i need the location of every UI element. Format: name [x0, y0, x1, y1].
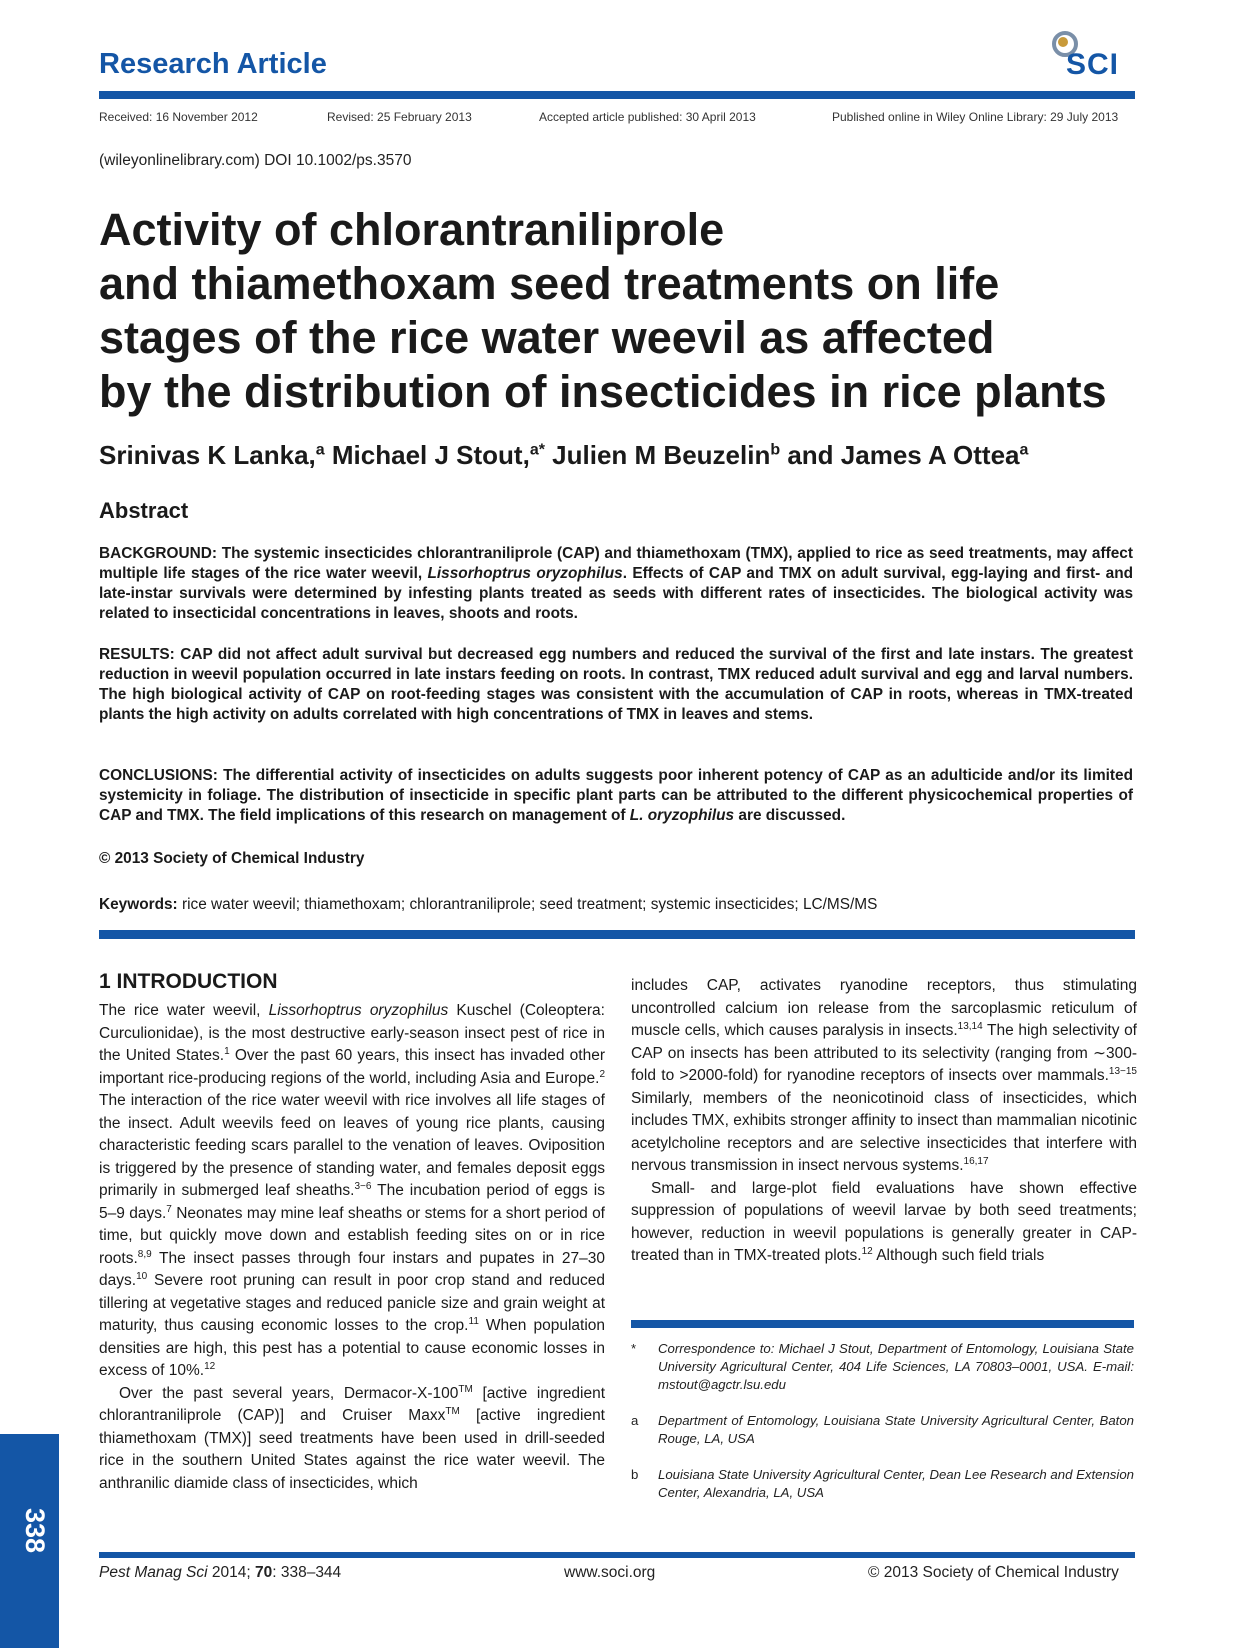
text: The interaction of the rice water weevil with rice involves all life stages of the insect. Adult weevils feed on leaves of young rice plants, causing characteristic feeding scars parallel to the venation of leaves. Oviposition is triggered by the presence of standing water, and females deposit eggs primarily in submerged leaf sheaths.: [99, 1092, 605, 1199]
abstract-text: BACKGROUND: The systemic insecticides chlorantraniliprole (CAP) and thiamethoxam (TMX), applied to rice as seed treatments, may affect multiple life stages of the rice water weevil,: [99, 545, 1133, 582]
doi-line: (wileyonlinelibrary.com) DOI 10.1002/ps.3570: [99, 152, 412, 169]
footnote-mark: b: [631, 1467, 639, 1482]
paragraph: [631, 975, 1137, 1178]
abstract-rule: [99, 930, 1135, 939]
text: : 338–344: [272, 1564, 342, 1581]
text: includes CAP, activates ryanodine receptors, thus stimulating uncontrolled calcium ion release from the sarcoplasmic reticulum of muscle cells, which causes paralysis in insects.: [631, 977, 1137, 1039]
keywords-label: Keywords:: [99, 896, 178, 913]
citation: 12: [204, 1360, 216, 1372]
section-heading: 1 INTRODUCTION: [99, 970, 278, 993]
abstract-text: CONCLUSIONS: The differential activity of insecticides on adults suggests poor inherent potency of CAP as an adulticide and/or its limited systemicity in foliage. The distribution of insecticide in specific plant parts can be attributed to the different physicochemical properties of CAP and TMX. The field implications of this research on management of: [99, 767, 1133, 824]
text: Severe root pruning can result in poor crop stand and reduced tillering at vegetative stages and reduced panicle size and grain weight at maturity, thus causing economic losses to the crop.: [99, 1272, 605, 1334]
logo-dot-icon: [1058, 37, 1068, 47]
text: Over the past 60 years, this insect has invaded other important rice-producing regions of the world, including Asia and Europe.: [99, 1047, 605, 1087]
text: Small- and large-plot field evaluations have shown effective suppression of populations of weevil larvae by both seed treatments; however, reduction in weevil populations is generally greater in CAP-treated than in TMX-treated plots.: [631, 1179, 1137, 1264]
sci-logo: [1050, 28, 1136, 84]
abstract-copyright: © 2013 Society of Chemical Industry: [99, 850, 365, 867]
footnote-correspondence: [631, 1340, 1134, 1394]
text: Kuschel (Coleoptera: Curculionidae), is the most destructive early-season insect pest of rice in the United States.: [99, 1002, 605, 1064]
title-line: and thiamethoxam seed treatments on life: [99, 258, 1000, 309]
text: [active ingredient chlorantraniliprole (CAP)] and Cruiser Maxx: [99, 1384, 606, 1424]
volume: 70: [254, 1564, 273, 1581]
website-link[interactable]: www.soci.org: [564, 1564, 656, 1581]
title-line: Activity of chlorantraniliprole: [99, 204, 725, 255]
citation: 7: [166, 1203, 172, 1215]
text: The high selectivity of CAP on insects has been attributed to its selectivity (ranging from ∼300-fold to >2000-fold) for ryanodine receptors of insects over mammals.: [631, 1022, 1137, 1084]
header-rule: [99, 91, 1135, 99]
published-date: Published online in Wiley Online Library: 29 July 2013: [832, 110, 1119, 124]
text: The insect passes through four instars and pupates in 27–30 days.: [99, 1249, 605, 1289]
author-affiliation: b: [770, 441, 781, 459]
author-affiliation: a: [315, 441, 325, 459]
paragraph: [99, 1000, 605, 1383]
citation: 8,9: [137, 1248, 152, 1260]
author-affiliation: a: [1019, 441, 1029, 459]
citation: 3−6: [354, 1180, 372, 1192]
text: Similarly, members of the neonicotinoid class of insecticides, which includes TMX, exhibits stronger affinity to insect than mammalian nicotinic acetylcholine receptors and are selective insecticides that interfere with nervous transmission in insect nervous systems.: [631, 1089, 1137, 1174]
right-column: [631, 975, 1137, 1268]
citation: 16,17: [963, 1155, 989, 1167]
revised-date: Revised: 25 February 2013: [327, 110, 472, 124]
citation-line: [99, 1564, 341, 1582]
footnote-rule: [631, 1320, 1134, 1328]
text: [active ingredient thiamethoxam (TMX)] seed treatments have been used in drill-seeded rice in the southern United States against the rice water weevil. The anthranilic diamide class of insecticides, which: [99, 1407, 605, 1492]
trademark: TM: [458, 1383, 473, 1395]
footer-copyright: © 2013 Society of Chemical Industry: [868, 1564, 1119, 1581]
species-name: Lissorhoptrus oryzophilus: [427, 565, 623, 582]
citation: 13,14: [957, 1020, 983, 1032]
footnote-text: Department of Entomology, Louisiana State University Agricultural Center, Baton Rouge, LA, USA: [658, 1413, 1134, 1446]
footnote-affiliation-a: [631, 1412, 1134, 1448]
author-name: Michael J Stout,: [324, 440, 530, 470]
citation: 10: [136, 1270, 148, 1282]
footnote-affiliation-b: [631, 1466, 1134, 1502]
author-affiliation: a*: [529, 441, 545, 459]
keywords-list: rice water weevil; thiamethoxam; chlorantraniliprole; seed treatment; systemic insecticides; LC/MS/MS: [177, 896, 878, 913]
footnote-text: Correspondence to: Michael J Stout, Department of Entomology, Louisiana State University Agricultural Center, 404 Life Sciences, LA 70803–0001, USA. E-mail: mstout@agctr.lsu.edu: [658, 1341, 1134, 1392]
trademark: TM: [445, 1405, 460, 1417]
title-line: by the distribution of insecticides in rice plants: [99, 366, 1107, 417]
section-label: Research Article: [99, 48, 327, 80]
text: When population densities are high, this pest has a potential to cause economic losses in excess of 10%.: [99, 1317, 605, 1379]
journal-name: Pest Manag Sci: [99, 1564, 208, 1581]
text: 2014;: [207, 1564, 255, 1581]
citation: 13−15: [1108, 1065, 1137, 1077]
citation: 11: [468, 1315, 479, 1327]
keywords: [99, 896, 877, 914]
citation: 12: [861, 1245, 873, 1257]
received-date: Received: 16 November 2012: [99, 110, 258, 124]
species-name: L. oryzophilus: [629, 807, 735, 824]
author-name: Julien M Beuzelin: [544, 440, 771, 470]
text: Over the past several years, Dermacor-X-100: [119, 1384, 459, 1402]
footnote-text: Louisiana State University Agricultural Center, Dean Lee Research and Extension Center, Alexandria, LA, USA: [658, 1467, 1134, 1500]
author-name: and James A Ottea: [780, 440, 1020, 470]
abstract-background: [99, 544, 1133, 624]
accepted-date: Accepted article published: 30 April 2013: [539, 110, 756, 124]
text: Although such field trials: [872, 1247, 1045, 1264]
abstract-heading: Abstract: [99, 498, 189, 523]
footnote-mark: *: [631, 1341, 637, 1356]
abstract-text: . Effects of CAP and TMX on adult survival, egg-laying and first- and late-instar survivals were determined by infesting plants treated as seeds with different rates of insecticides. The biological activity was related to insecticidal concentrations in leaves, shoots and roots.: [99, 565, 1133, 622]
article-title: [99, 203, 1179, 419]
abstract-text: are discussed.: [734, 807, 846, 824]
abstract-conclusions: [99, 766, 1133, 826]
citation: 1: [224, 1045, 230, 1057]
species-name: Lissorhoptrus oryzophilus: [268, 1002, 449, 1019]
footer-rule: [99, 1552, 1135, 1558]
text: Neonates may mine leaf sheaths or stems for a short period of time, but quickly move down and establish feeding sites on or in rice roots.: [99, 1204, 605, 1267]
author-list: [99, 440, 1028, 471]
text: The incubation period of eggs is 5–9 days.: [99, 1182, 605, 1222]
paragraph: [631, 1178, 1137, 1268]
title-line: stages of the rice water weevil as affected: [99, 312, 995, 363]
author-name: Srinivas K Lanka,: [99, 440, 316, 470]
text: The rice water weevil,: [99, 1002, 269, 1019]
abstract-results: RESULTS: CAP did not affect adult survival but decreased egg numbers and reduced the survival of the first and late instars. The greatest reduction in weevil population occurred in late instars feeding on roots. In contrast, TMX reduced adult survival and egg and larval numbers. The high biological activity of CAP on root-feeding stages was consistent with the accumulation of CAP in roots, whereas in TMX-treated plants the high activity on adults correlated with high concentrations of TMX in leaves and stems.: [99, 646, 1133, 723]
logo-text: SCI: [1066, 48, 1120, 81]
page-number: 338: [20, 1508, 50, 1554]
citation: 2: [599, 1068, 605, 1080]
left-column: [99, 1000, 605, 1495]
paragraph: [99, 1383, 605, 1496]
footnote-mark: a: [631, 1413, 639, 1428]
